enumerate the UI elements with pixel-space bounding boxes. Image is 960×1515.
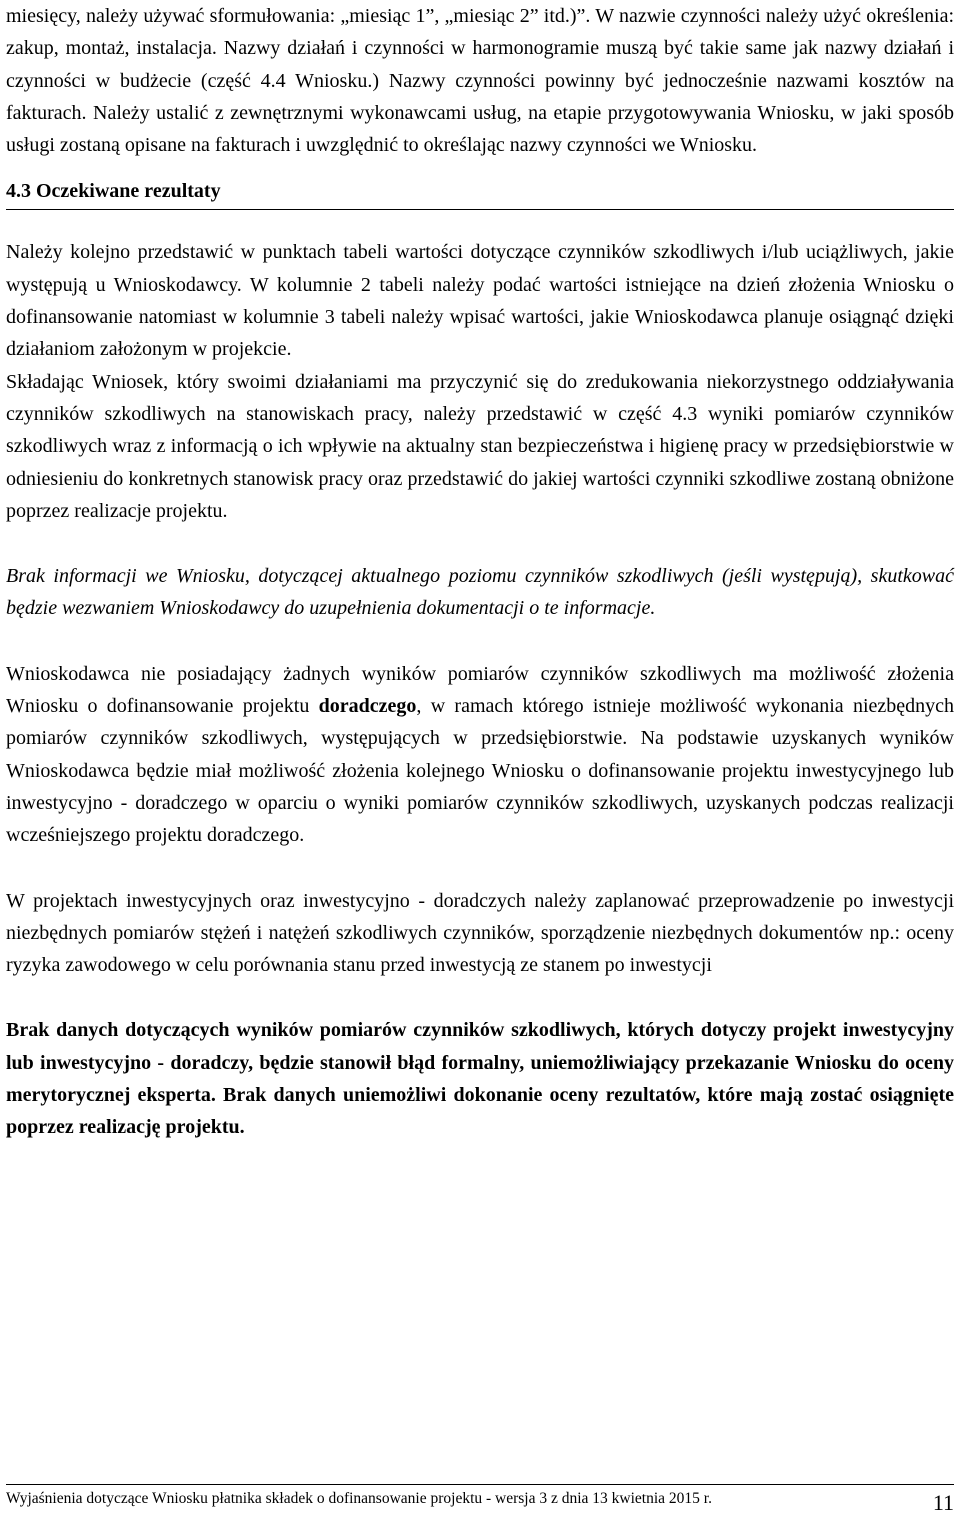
paragraph-investment-projects: W projektach inwestycyjnych oraz inwestycyjno - doradczych należy zaplanować przeprowadzenie po inwestycji niezbędnych pomiarów stężeń i natężeń szkodliwych czynników, sporządzenie niezbędnych dokumentów np.: oceny ryzyka zawodowego w celu porównania stanu przed inwestycją ze stanem po inwestycji [6, 889, 954, 977]
paragraph-missing-info-note: Brak informacji we Wniosku, dotyczącej aktualnego poziomu czynników szkodliwych (jeśli występują), skutkować będzie wezwaniem Wnioskodawcy do uzupełnienia dokumentacji o te informacje. [6, 565, 954, 620]
advisory-text-after: , w ramach którego istnieje możliwość wykonania niezbędnych pomiarów czynników szkodliwych, występujących w przedsiębiorstwie. Na podstawie uzyskanych wyników Wnioskodawca będzie miał możliwość złożenia kolejnego Wniosku o dofinansowanie projektu inwestycyjnego lub inwestycyjno - doradczego w oparciu o wyniki pomiarów czynników szkodliwych, uzyskanych podczas realizacji wcześniejszego projektu doradczego. [6, 695, 955, 847]
footer-text: Wyjaśnienia dotyczące Wniosku płatnika składek o dofinansowanie projektu - wersja 3 z dnia 13 kwietnia 2015 r. [6, 1490, 712, 1507]
paragraph-schedule-naming: miesięcy, należy używać sformułowania: „miesiąc 1”, „miesiąc 2” itd.)”. W nazwie czynności należy użyć określenia: zakup, montaż, instalacja. Nazwy działań i czynności w harmonogramie muszą być takie same jak nazwy działań i czynności w budżecie (część 4.4 Wniosku.) Nazwy czynności powinny być jednocześnie nazwami kosztów na fakturach. Należy ustalić z zewnętrznymi wykonawcami usług, na etapie przygotowywania Wniosku, w jaki sposób usługi zostaną opisane na fakturach i uwzględnić to określając nazwy czynności we Wniosku. [6, 5, 954, 157]
paragraph-measurements: Składając Wniosek, który swoimi działaniami ma przyczynić się do zredukowania niekorzystnego oddziaływania czynników szkodliwych na stanowiskach pracy, należy przedstawić w część 4.3 wyniki pomiarów czynników szkodliwych wraz z informacją o ich wpływie na aktualny stan bezpieczeństwa i higienę pracy w przedsiębiorstwie w odniesieniu do konkretnych stanowisk pracy oraz przedstawić do jakiej wartości czynniki szkodliwe zostaną obniżone poprzez realizacje projektu. [6, 370, 954, 522]
paragraph-results-table: Należy kolejno przedstawić w punktach tabeli wartości dotyczące czynników szkodliwych i/lub uciążliwych, jakie występują u Wnioskodawcy. W kolumnie 2 tabeli należy podać wartości istniejące na dzień złożenia Wniosku o dofinansowanie natomiast w kolumnie 3 tabeli należy wpisać wartości, jakie Wnioskodawca planuje osiągnąć dzięki działaniom założonym w projekcie. [6, 241, 954, 361]
document-page [6, 0, 954, 1144]
paragraph-formal-error-warning: Brak danych dotyczących wyników pomiarów czynników szkodliwych, których dotyczy projekt inwestycyjny lub inwestycyjno - doradczy, będzie stanowił błąd formalny, uniemożliwiający przekazanie Wniosku do oceny merytorycznej eksperta. Brak danych uniemożliwi dokonanie oceny rezultatów, które mają zostać osiągnięte poprzez realizację projektu. [6, 1019, 954, 1139]
advisory-text-before: Wnioskodawca nie posiadający żadnych wyników pomiarów czynników szkodliwych ma możliwość złożenia Wniosku o dofinansowanie projektu [6, 662, 954, 718]
paragraph-advisory-project [6, 658, 954, 852]
page-footer [6, 1484, 954, 1514]
page-number: 11 [932, 1490, 954, 1515]
advisory-emphasis: doradczego [318, 695, 417, 718]
section-heading: 4.3 Oczekiwane rezultaty [6, 175, 954, 210]
